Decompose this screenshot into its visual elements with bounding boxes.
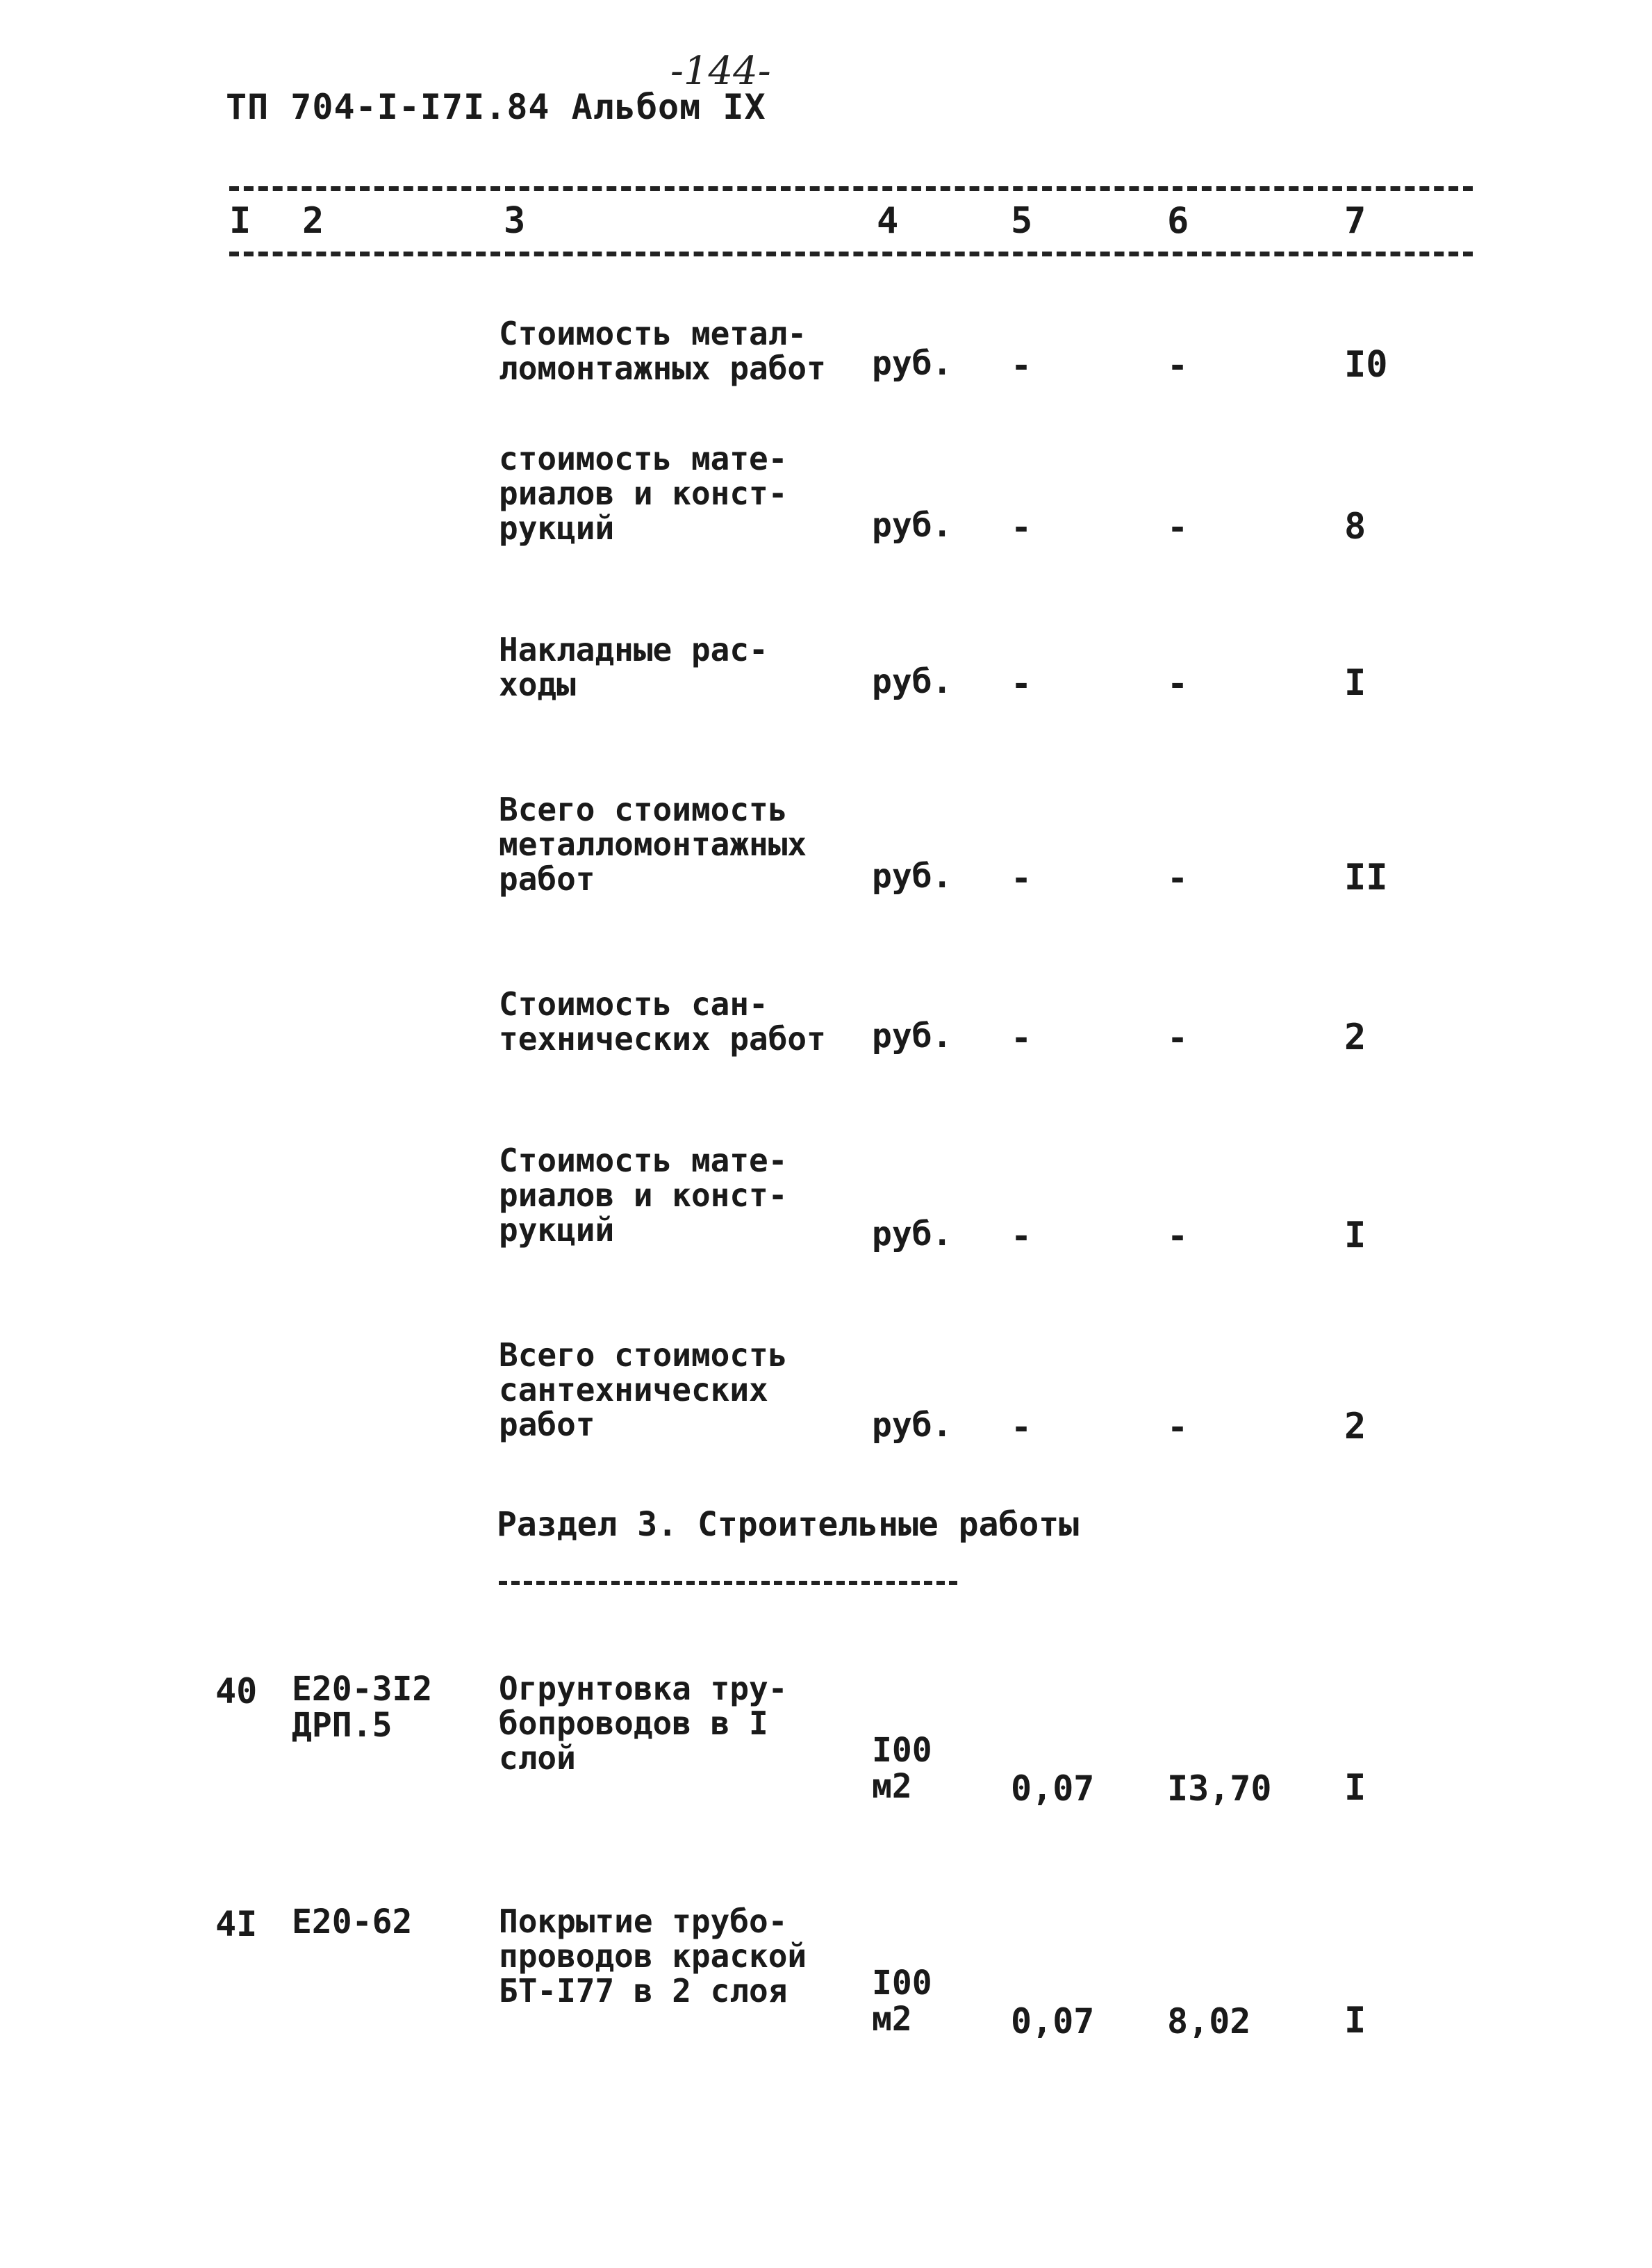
table-header-bottom-rule [229, 252, 1473, 256]
section-heading-underline [499, 1581, 957, 1585]
column-header-2: 2 [302, 200, 324, 242]
row-description: Всего стоимость сантехнических работ [499, 1336, 788, 1443]
row-col7: 2 [1344, 1406, 1366, 1447]
page-number: -144- [670, 49, 771, 94]
row-unit: руб. [872, 662, 952, 701]
row-unit: руб. [872, 1017, 952, 1055]
row-col6: - [1167, 1216, 1189, 1256]
table-top-rule [229, 186, 1473, 191]
row-col5: - [1011, 1216, 1032, 1256]
row-col5: 0,07 [1011, 1768, 1095, 1809]
row-col5: - [1011, 664, 1032, 704]
column-header-5: 5 [1011, 200, 1033, 242]
row-col6: - [1167, 345, 1189, 386]
row-col7: I [1344, 1767, 1366, 1809]
row-col7: II [1344, 857, 1388, 898]
row-col5: - [1011, 345, 1032, 386]
row-col7: I [1344, 662, 1366, 704]
row-unit: руб. [872, 857, 952, 896]
row-unit: руб. [872, 1406, 952, 1445]
row-unit: I00 м2 [872, 1964, 932, 2039]
row-description: Всего стоимость металломонтажных работ [499, 791, 807, 898]
row-number: 40 [215, 1671, 258, 1711]
row-number: 4I [215, 1904, 258, 1944]
row-unit: руб. [872, 344, 952, 383]
column-header-7: 7 [1344, 200, 1366, 242]
row-description: Накладные рас- ходы [499, 631, 768, 703]
row-col5: - [1011, 507, 1032, 548]
column-header-3: 3 [504, 200, 526, 242]
row-description: стоимость мате- риалов и конст- рукций [499, 440, 788, 547]
row-description: Стоимость мате- риалов и конст- рукций [499, 1142, 788, 1249]
row-col6: - [1167, 507, 1189, 548]
row-col6: - [1167, 1407, 1189, 1447]
column-header-1: I [229, 200, 251, 242]
row-col6: - [1167, 858, 1189, 898]
row-col6: 8,02 [1167, 2001, 1251, 2041]
column-header-4: 4 [877, 200, 899, 242]
row-code: Е20-62 [292, 1903, 413, 1941]
row-description: Стоимость сан- технических работ [499, 985, 826, 1058]
row-unit: I00 м2 [872, 1731, 932, 1806]
row-col5: - [1011, 858, 1032, 898]
row-col5: 0,07 [1011, 2001, 1095, 2041]
row-unit: руб. [872, 1215, 952, 1254]
row-description: Стоимость метал- ломонтажных работ [499, 315, 826, 387]
row-description: Покрытие трубо- проводов краской БТ-I77 в 2 слоя [499, 1903, 807, 2010]
column-header-6: 6 [1167, 200, 1189, 242]
row-col7: I0 [1344, 344, 1388, 386]
section-heading: Раздел 3. Строительные работы [497, 1505, 1080, 1544]
row-col6: - [1167, 1018, 1189, 1058]
row-code: Е20-3I2 ДРП.5 [292, 1670, 433, 1745]
row-col6: - [1167, 664, 1189, 704]
row-col7: 8 [1344, 506, 1366, 548]
row-col7: 2 [1344, 1017, 1366, 1058]
row-col5: - [1011, 1018, 1032, 1058]
row-col5: - [1011, 1407, 1032, 1447]
row-col6: I3,70 [1167, 1768, 1272, 1809]
row-col7: I [1344, 2000, 1366, 2041]
row-col7: I [1344, 1215, 1366, 1256]
row-unit: руб. [872, 506, 952, 545]
row-description: Огрунтовка тру- бопроводов в I слой [499, 1670, 788, 1777]
document-header: ТП 704-I-I7I.84 Альбом IX [226, 87, 766, 127]
